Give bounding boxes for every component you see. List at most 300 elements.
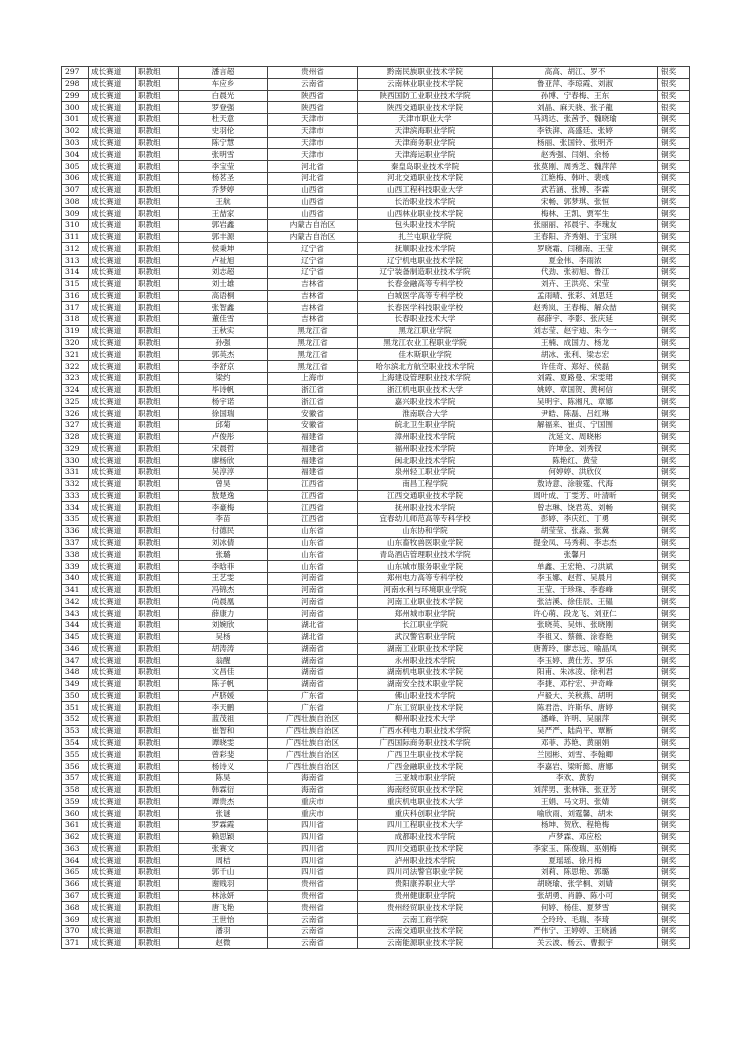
- track-cell: 成长赛道: [89, 702, 136, 714]
- group-cell: 职教组: [136, 196, 179, 208]
- table-row: [62, 796, 690, 808]
- row-number: 298: [62, 78, 89, 90]
- track-cell: 成长赛道: [89, 431, 136, 443]
- school-cell: 永州职业技术学院: [358, 655, 493, 667]
- province-cell: 广东省: [268, 690, 358, 702]
- province-cell: 河南省: [268, 596, 358, 608]
- advisors-cell: 李嘉岩、梁昕懿、唐娜: [493, 761, 658, 773]
- advisors-cell: 唐菁玲、廖志远、喻晶凤: [493, 643, 658, 655]
- row-number: 331: [62, 467, 89, 479]
- table-row: [62, 102, 690, 114]
- advisors-cell: 杨丽、张国铃、张明齐: [493, 137, 658, 149]
- track-cell: 成长赛道: [89, 843, 136, 855]
- advisors-cell: 宋畅、郭梦琪、张恒: [493, 196, 658, 208]
- group-cell: 职教组: [136, 584, 179, 596]
- prize-cell: 银奖: [658, 78, 690, 90]
- table-row: [62, 431, 690, 443]
- table-row: [62, 172, 690, 184]
- school-cell: 扎兰屯职业学院: [358, 231, 493, 243]
- advisors-cell: 姚婷、章国贺、黄柯信: [493, 384, 658, 396]
- school-cell: 辽宁机电职业技术学院: [358, 255, 493, 267]
- school-cell: 广西金融职业技术学院: [358, 761, 493, 773]
- track-cell: 成长赛道: [89, 161, 136, 173]
- province-cell: 云南省: [268, 925, 358, 937]
- student-name-cell: 梁约: [179, 372, 268, 384]
- school-cell: 辽宁装备制造职业技术学院: [358, 267, 493, 279]
- group-cell: 职教组: [136, 419, 179, 431]
- table-row: [62, 655, 690, 667]
- advisors-cell: 张晓英、吴炜、张晓刚: [493, 619, 658, 631]
- row-number: 347: [62, 655, 89, 667]
- group-cell: 职教组: [136, 572, 179, 584]
- school-cell: 长治职业技术学院: [358, 196, 493, 208]
- track-cell: 成长赛道: [89, 549, 136, 561]
- advisors-cell: 刘霞、夏路曼、宋雯珺: [493, 372, 658, 384]
- student-name-cell: 宋晨哲: [179, 443, 268, 455]
- province-cell: 山东省: [268, 561, 358, 573]
- prize-cell: 铜奖: [658, 549, 690, 561]
- student-name-cell: 唐飞艳: [179, 902, 268, 914]
- student-name-cell: 薛康力: [179, 608, 268, 620]
- row-number: 320: [62, 337, 89, 349]
- province-cell: 天津市: [268, 114, 358, 126]
- school-cell: 重庆机电职业技术大学: [358, 796, 493, 808]
- table-row: [62, 619, 690, 631]
- student-name-cell: 白晨光: [179, 90, 268, 102]
- track-cell: 成长赛道: [89, 219, 136, 231]
- prize-cell: 铜奖: [658, 431, 690, 443]
- track-cell: 成长赛道: [89, 784, 136, 796]
- group-cell: 职教组: [136, 643, 179, 655]
- row-number: 299: [62, 90, 89, 102]
- province-cell: 河南省: [268, 584, 358, 596]
- row-number: 345: [62, 631, 89, 643]
- row-number: 312: [62, 243, 89, 255]
- track-cell: 成长赛道: [89, 914, 136, 926]
- table-row: [62, 278, 690, 290]
- track-cell: 成长赛道: [89, 761, 136, 773]
- student-name-cell: 郭英杰: [179, 349, 268, 361]
- group-cell: 职教组: [136, 561, 179, 573]
- advisors-cell: 王楠、成国力、杨龙: [493, 337, 658, 349]
- prize-cell: 铜奖: [658, 267, 690, 279]
- row-number: 326: [62, 408, 89, 420]
- prize-cell: 铜奖: [658, 714, 690, 726]
- group-cell: 职教组: [136, 90, 179, 102]
- prize-cell: 银奖: [658, 102, 690, 114]
- track-cell: 成长赛道: [89, 384, 136, 396]
- prize-cell: 铜奖: [658, 761, 690, 773]
- school-cell: 山东城市服务职业学院: [358, 561, 493, 573]
- advisors-cell: 鲁亚萍、李琼霞、刘淑: [493, 78, 658, 90]
- row-number: 348: [62, 667, 89, 679]
- prize-cell: 铜奖: [658, 737, 690, 749]
- table-row: [62, 455, 690, 467]
- province-cell: 福建省: [268, 467, 358, 479]
- row-number: 323: [62, 372, 89, 384]
- school-cell: 河南水利与环境职业学院: [358, 584, 493, 596]
- group-cell: 职教组: [136, 749, 179, 761]
- province-cell: 四川省: [268, 855, 358, 867]
- row-number: 319: [62, 325, 89, 337]
- school-cell: 河北交通职业技术学院: [358, 172, 493, 184]
- province-cell: 天津市: [268, 125, 358, 137]
- track-cell: 成长赛道: [89, 255, 136, 267]
- province-cell: 湖南省: [268, 643, 358, 655]
- school-cell: 长春职业技术大学: [358, 314, 493, 326]
- advisors-cell: 许佳奇、郑好、侯磊: [493, 361, 658, 373]
- prize-cell: 铜奖: [658, 243, 690, 255]
- row-number: 328: [62, 431, 89, 443]
- prize-cell: 铜奖: [658, 149, 690, 161]
- row-number: 315: [62, 278, 89, 290]
- school-cell: 天津海运职业学院: [358, 149, 493, 161]
- table-row: [62, 67, 690, 79]
- table-row: [62, 572, 690, 584]
- province-cell: 内蒙古自治区: [268, 219, 358, 231]
- advisors-cell: 周叶成、丁雯芳、叶清昕: [493, 490, 658, 502]
- province-cell: 四川省: [268, 831, 358, 843]
- row-number: 350: [62, 690, 89, 702]
- province-cell: 吉林省: [268, 278, 358, 290]
- track-cell: 成长赛道: [89, 114, 136, 126]
- province-cell: 福建省: [268, 443, 358, 455]
- group-cell: 职教组: [136, 114, 179, 126]
- row-number: 356: [62, 761, 89, 773]
- group-cell: 职教组: [136, 325, 179, 337]
- group-cell: 职教组: [136, 514, 179, 526]
- student-name-cell: 陈子帆: [179, 678, 268, 690]
- row-number: 316: [62, 290, 89, 302]
- school-cell: 重庆科创职业学院: [358, 808, 493, 820]
- province-cell: 海南省: [268, 772, 358, 784]
- school-cell: 天津市职业大学: [358, 114, 493, 126]
- school-cell: 青岛酒店管理职业技术学院: [358, 549, 493, 561]
- student-name-cell: 文昌佳: [179, 667, 268, 679]
- track-cell: 成长赛道: [89, 667, 136, 679]
- student-name-cell: 刘冰倩: [179, 537, 268, 549]
- student-name-cell: 张谜: [179, 808, 268, 820]
- track-cell: 成长赛道: [89, 772, 136, 784]
- row-number: 361: [62, 820, 89, 832]
- track-cell: 成长赛道: [89, 267, 136, 279]
- row-number: 317: [62, 302, 89, 314]
- track-cell: 成长赛道: [89, 90, 136, 102]
- table-row: [62, 290, 690, 302]
- student-name-cell: 董佳雪: [179, 314, 268, 326]
- advisors-cell: 江艳梅、韩叶、裴彧: [493, 172, 658, 184]
- award-table: [61, 66, 690, 949]
- province-cell: 河南省: [268, 572, 358, 584]
- group-cell: 职教组: [136, 537, 179, 549]
- province-cell: 陕西省: [268, 90, 358, 102]
- track-cell: 成长赛道: [89, 137, 136, 149]
- advisors-cell: 刘莉、陈思艳、郭璐: [493, 867, 658, 879]
- province-cell: 江西省: [268, 514, 358, 526]
- advisors-cell: 许心萌、段龙飞、刘亚仁: [493, 608, 658, 620]
- row-number: 351: [62, 702, 89, 714]
- school-cell: 天津滨海职业学院: [358, 125, 493, 137]
- row-number: 302: [62, 125, 89, 137]
- group-cell: 职教组: [136, 737, 179, 749]
- row-number: 303: [62, 137, 89, 149]
- table-row: [62, 196, 690, 208]
- table-row: [62, 867, 690, 879]
- group-cell: 职教组: [136, 478, 179, 490]
- advisors-cell: 张馨月: [493, 549, 658, 561]
- advisors-cell: 郝薛宇、李影、张庆延: [493, 314, 658, 326]
- advisors-cell: 罗晓霜、闫穗南、王莹: [493, 243, 658, 255]
- school-cell: 福州职业技术学院: [358, 443, 493, 455]
- advisors-cell: 赵秀岚、王春梅、解众喆: [493, 302, 658, 314]
- row-number: 310: [62, 219, 89, 231]
- group-cell: 职教组: [136, 855, 179, 867]
- group-cell: 职教组: [136, 349, 179, 361]
- track-cell: 成长赛道: [89, 690, 136, 702]
- province-cell: 上海市: [268, 372, 358, 384]
- province-cell: 山东省: [268, 525, 358, 537]
- school-cell: 佳木斯职业学院: [358, 349, 493, 361]
- school-cell: 湖南机电职业技术学院: [358, 667, 493, 679]
- table-row: [62, 608, 690, 620]
- prize-cell: 铜奖: [658, 384, 690, 396]
- prize-cell: 铜奖: [658, 561, 690, 573]
- track-cell: 成长赛道: [89, 878, 136, 890]
- province-cell: 河北省: [268, 172, 358, 184]
- school-cell: 山西林业职业技术学院: [358, 208, 493, 220]
- school-cell: 长春医学科技职业学校: [358, 302, 493, 314]
- student-name-cell: 徐国瑞: [179, 408, 268, 420]
- track-cell: 成长赛道: [89, 890, 136, 902]
- table-row: [62, 772, 690, 784]
- row-number: 307: [62, 184, 89, 196]
- table-row: [62, 419, 690, 431]
- school-cell: 广东工贸职业技术学院: [358, 702, 493, 714]
- row-number: 371: [62, 937, 89, 949]
- school-cell: 白城医学高等专科学校: [358, 290, 493, 302]
- table-row: [62, 737, 690, 749]
- student-name-cell: 潘言超: [179, 67, 268, 79]
- table-row: [62, 125, 690, 137]
- table-row: [62, 184, 690, 196]
- group-cell: 职教组: [136, 761, 179, 773]
- group-cell: 职教组: [136, 219, 179, 231]
- advisors-cell: 何婷婷、洪欣仪: [493, 467, 658, 479]
- group-cell: 职教组: [136, 184, 179, 196]
- school-cell: 泉州轻工职业学院: [358, 467, 493, 479]
- track-cell: 成长赛道: [89, 902, 136, 914]
- school-cell: 河南工业职业技术学院: [358, 596, 493, 608]
- advisors-cell: 胡冰、张利、梁志宏: [493, 349, 658, 361]
- advisors-cell: 李玉婷、黄仕芳、罗乐: [493, 655, 658, 667]
- prize-cell: 铜奖: [658, 455, 690, 467]
- school-cell: 黔南民族职业技术学院: [358, 67, 493, 79]
- table-row: [62, 820, 690, 832]
- school-cell: 云南工商学院: [358, 914, 493, 926]
- track-cell: 成长赛道: [89, 455, 136, 467]
- track-cell: 成长赛道: [89, 820, 136, 832]
- track-cell: 成长赛道: [89, 714, 136, 726]
- track-cell: 成长赛道: [89, 314, 136, 326]
- school-cell: 嘉兴职业技术学院: [358, 396, 493, 408]
- province-cell: 贵州省: [268, 902, 358, 914]
- school-cell: 四川司法警官职业学院: [358, 867, 493, 879]
- prize-cell: 铜奖: [658, 337, 690, 349]
- row-number: 308: [62, 196, 89, 208]
- advisors-cell: 单鑫、王宏艳、刁洪斌: [493, 561, 658, 573]
- table-row: [62, 396, 690, 408]
- track-cell: 成长赛道: [89, 608, 136, 620]
- advisors-cell: 卢毅大、关秋燕、胡明: [493, 690, 658, 702]
- advisors-cell: 张胡勇、肖静、陈小可: [493, 890, 658, 902]
- prize-cell: 铜奖: [658, 878, 690, 890]
- student-name-cell: 高语桐: [179, 290, 268, 302]
- student-name-cell: 郭岩鑫: [179, 219, 268, 231]
- track-cell: 成长赛道: [89, 502, 136, 514]
- track-cell: 成长赛道: [89, 125, 136, 137]
- province-cell: 江西省: [268, 490, 358, 502]
- table-row: [62, 878, 690, 890]
- prize-cell: 铜奖: [658, 525, 690, 537]
- table-row: [62, 808, 690, 820]
- province-cell: 山西省: [268, 184, 358, 196]
- row-number: 306: [62, 172, 89, 184]
- row-number: 355: [62, 749, 89, 761]
- student-name-cell: 邱菊: [179, 419, 268, 431]
- row-number: 362: [62, 831, 89, 843]
- group-cell: 职教组: [136, 102, 179, 114]
- prize-cell: 铜奖: [658, 419, 690, 431]
- table-row: [62, 925, 690, 937]
- table-row: [62, 714, 690, 726]
- school-cell: 陕西国防工业职业技术学院: [358, 90, 493, 102]
- advisors-cell: 王娟、马文玥、张婧: [493, 796, 658, 808]
- table-row: [62, 725, 690, 737]
- track-cell: 成长赛道: [89, 243, 136, 255]
- student-name-cell: 郭丰源: [179, 231, 268, 243]
- advisors-cell: 刘萍男、张林锋、张亚芳: [493, 784, 658, 796]
- prize-cell: 铜奖: [658, 655, 690, 667]
- table-row: [62, 678, 690, 690]
- province-cell: 浙江省: [268, 396, 358, 408]
- row-number: 353: [62, 725, 89, 737]
- track-cell: 成长赛道: [89, 596, 136, 608]
- row-number: 335: [62, 514, 89, 526]
- advisors-cell: 解福来、崔贞、宁国围: [493, 419, 658, 431]
- track-cell: 成长赛道: [89, 584, 136, 596]
- group-cell: 职教组: [136, 161, 179, 173]
- prize-cell: 铜奖: [658, 278, 690, 290]
- province-cell: 江西省: [268, 502, 358, 514]
- group-cell: 职教组: [136, 490, 179, 502]
- school-cell: 云南林业职业技术学院: [358, 78, 493, 90]
- group-cell: 职教组: [136, 655, 179, 667]
- student-name-cell: 刘志超: [179, 267, 268, 279]
- group-cell: 职教组: [136, 725, 179, 737]
- prize-cell: 铜奖: [658, 372, 690, 384]
- prize-cell: 铜奖: [658, 502, 690, 514]
- table-row: [62, 325, 690, 337]
- track-cell: 成长赛道: [89, 855, 136, 867]
- track-cell: 成长赛道: [89, 196, 136, 208]
- table-row: [62, 584, 690, 596]
- prize-cell: 铜奖: [658, 843, 690, 855]
- school-cell: 佛山职业技术学院: [358, 690, 493, 702]
- group-cell: 职教组: [136, 467, 179, 479]
- group-cell: 职教组: [136, 831, 179, 843]
- advisors-cell: 马鸿达、张茜予、魏晓瑜: [493, 114, 658, 126]
- province-cell: 山西省: [268, 208, 358, 220]
- advisors-cell: 李铁湃、高盛廷、张婷: [493, 125, 658, 137]
- student-name-cell: 谭贵杰: [179, 796, 268, 808]
- prize-cell: 铜奖: [658, 820, 690, 832]
- province-cell: 贵州省: [268, 67, 358, 79]
- table-row: [62, 78, 690, 90]
- row-number: 346: [62, 643, 89, 655]
- prize-cell: 铜奖: [658, 396, 690, 408]
- student-name-cell: 李苗: [179, 514, 268, 526]
- province-cell: 湖南省: [268, 667, 358, 679]
- group-cell: 职教组: [136, 608, 179, 620]
- track-cell: 成长赛道: [89, 631, 136, 643]
- group-cell: 职教组: [136, 690, 179, 702]
- school-cell: 广西水利电力职业技术学院: [358, 725, 493, 737]
- prize-cell: 铜奖: [658, 125, 690, 137]
- table-row: [62, 631, 690, 643]
- province-cell: 海南省: [268, 784, 358, 796]
- student-name-cell: 刘婉欣: [179, 619, 268, 631]
- province-cell: 山东省: [268, 537, 358, 549]
- advisors-cell: 严伟宁、王婷婷、王晓涵: [493, 925, 658, 937]
- row-number: 301: [62, 114, 89, 126]
- group-cell: 职教组: [136, 396, 179, 408]
- table-row: [62, 161, 690, 173]
- school-cell: 山西工程科技职业大学: [358, 184, 493, 196]
- student-name-cell: 吴淳淳: [179, 467, 268, 479]
- school-cell: 四川工程职业技术大学: [358, 820, 493, 832]
- student-name-cell: 卢俊彤: [179, 431, 268, 443]
- table-row: [62, 831, 690, 843]
- province-cell: 辽宁省: [268, 255, 358, 267]
- table-row: [62, 408, 690, 420]
- student-name-cell: 谭晓雯: [179, 737, 268, 749]
- table-row: [62, 596, 690, 608]
- group-cell: 职教组: [136, 890, 179, 902]
- advisors-cell: 敖诗意、涂骏霆、代海: [493, 478, 658, 490]
- student-name-cell: 赖思颖: [179, 831, 268, 843]
- table-row: [62, 361, 690, 373]
- group-cell: 职教组: [136, 172, 179, 184]
- track-cell: 成长赛道: [89, 561, 136, 573]
- school-cell: 天津商务职业学院: [358, 137, 493, 149]
- prize-cell: 铜奖: [658, 678, 690, 690]
- group-cell: 职教组: [136, 431, 179, 443]
- student-name-cell: 蓝茂祖: [179, 714, 268, 726]
- group-cell: 职教组: [136, 549, 179, 561]
- province-cell: 湖南省: [268, 678, 358, 690]
- row-number: 324: [62, 384, 89, 396]
- prize-cell: 银奖: [658, 67, 690, 79]
- advisors-cell: 邓菲、苏艳、黄丽娟: [493, 737, 658, 749]
- group-cell: 职教组: [136, 290, 179, 302]
- student-name-cell: 罗霖霞: [179, 820, 268, 832]
- track-cell: 成长赛道: [89, 172, 136, 184]
- track-cell: 成长赛道: [89, 67, 136, 79]
- province-cell: 江西省: [268, 478, 358, 490]
- student-name-cell: 崔智和: [179, 725, 268, 737]
- province-cell: 贵州省: [268, 890, 358, 902]
- province-cell: 黑龙江省: [268, 337, 358, 349]
